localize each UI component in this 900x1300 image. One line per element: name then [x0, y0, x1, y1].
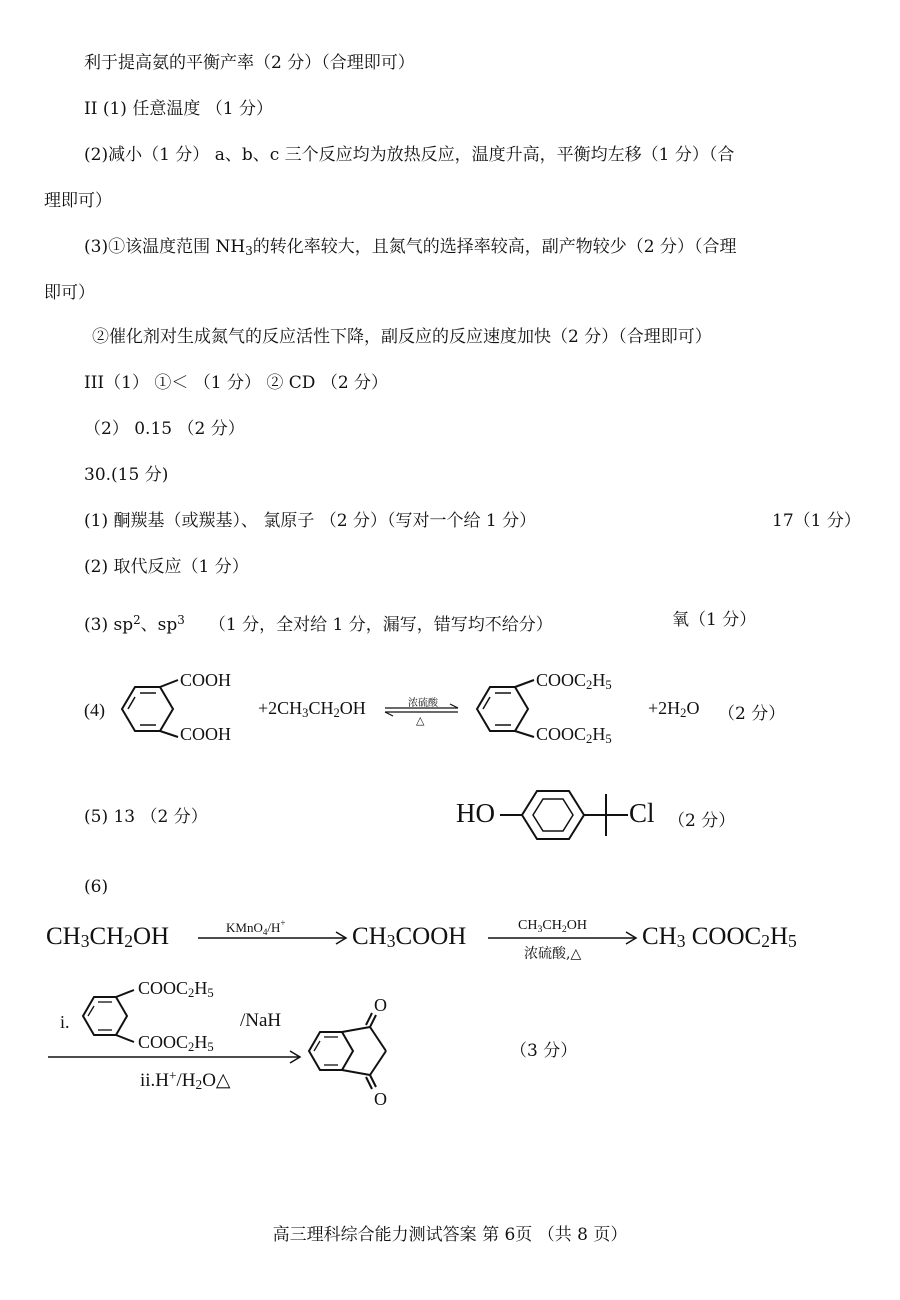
formula-text: CH	[642, 923, 677, 950]
subscript: 3	[537, 924, 543, 935]
subscript: 3	[302, 706, 309, 720]
superscript: +	[169, 1068, 177, 1083]
subscript: 2	[188, 1040, 195, 1054]
answer-text: （2） 0.15 （2 分）	[84, 419, 245, 439]
answer-text: II (1) 任意温度 （1 分）	[84, 99, 273, 119]
answer-text: 氧（1 分）	[672, 610, 757, 630]
subscript: 2	[188, 986, 195, 1000]
condition-text: OH	[566, 918, 587, 933]
ketone-oxygen-bottom: O	[374, 1089, 387, 1109]
answer-text: 17（1 分）	[772, 511, 861, 531]
formula-text: COOC	[685, 923, 762, 950]
answer-text: 利于提高氨的平衡产率（2 分）（合理即可）	[84, 53, 415, 73]
step-text: O△	[202, 1070, 231, 1091]
q5-label: (5) 13 （2 分）	[84, 807, 208, 827]
answer-text: 理即可）	[44, 191, 112, 211]
answer-text: (3) sp	[84, 615, 134, 635]
subscript: 2	[680, 706, 687, 720]
subscript: 5	[207, 986, 214, 1000]
condition-text: CH	[518, 918, 538, 933]
ester-text: H	[194, 1032, 208, 1052]
answer-text: 即可）	[44, 283, 95, 303]
page-footer: 高三理科综合能力测试答案 第 6页 （共 8 页）	[272, 1225, 628, 1245]
q6-label: (6)	[84, 877, 109, 897]
answer-text: (2)减小（1 分） a、b、c 三个反应均为放热反应，温度升高，平衡均左移（1 分）（合	[84, 145, 735, 165]
step-text: /H	[176, 1070, 196, 1091]
answer-text: (3)①该温度范围 NH	[84, 237, 246, 257]
q4-condition-bottom: △	[416, 714, 425, 727]
water-text: +2H	[648, 698, 681, 718]
answer-text: 的转化率较大，且氮气的选择率较高，副产物较少（2 分）（合理	[252, 237, 737, 257]
condition-text: CH	[542, 918, 562, 933]
answer-text: （1 分，全对给 1 分，漏写，错写均不给分）	[208, 615, 553, 635]
q4-condition-top: 浓硫酸	[408, 698, 438, 709]
cooh-bottom: COOH	[180, 724, 232, 744]
superscript: 2	[133, 613, 141, 627]
subscript: 5	[605, 678, 612, 692]
formula-text: CH	[89, 923, 125, 950]
arrow2-condition-bottom: 浓硫酸,△	[524, 946, 582, 962]
condition-text: /H	[267, 920, 281, 935]
subscript: 5	[207, 1040, 214, 1054]
q6-score: （3 分）	[510, 1041, 578, 1061]
reagent-text: OH	[339, 698, 366, 718]
subscript: 3	[676, 931, 686, 951]
q4-score: （2 分）	[718, 704, 786, 724]
subscript: 2	[333, 706, 340, 720]
reagent-text: +2CH	[258, 698, 303, 718]
water-text: O	[686, 698, 700, 718]
formula-text: H	[769, 923, 789, 950]
subscript: 4	[262, 927, 268, 937]
subscript: 2	[586, 678, 593, 692]
answer-text: III（1） ①＜ （1 分） ② CD （2 分）	[84, 373, 389, 393]
step-text: ii.H	[140, 1070, 170, 1091]
subscript: 2	[586, 732, 593, 746]
subscript: 3	[245, 244, 253, 258]
ester-text: H	[194, 978, 208, 998]
ester-text: H	[592, 670, 606, 690]
answer-text: (2) 取代反应（1 分）	[84, 557, 249, 577]
q4-label: (4)	[84, 700, 105, 720]
formula-text: OH	[132, 923, 170, 950]
formula-text: CH	[352, 923, 387, 950]
q5-score: （2 分）	[668, 811, 736, 831]
subscript: 3	[386, 931, 396, 951]
ester-text: COOC	[536, 724, 587, 744]
subscript: 2	[761, 931, 770, 951]
formula-text: CH	[46, 923, 81, 950]
ester-text: COOC	[138, 978, 189, 998]
ester-text: COOC	[536, 670, 587, 690]
formula-text: COOH	[395, 923, 467, 950]
subscript: 2	[195, 1077, 203, 1092]
subscript: 5	[788, 931, 797, 951]
superscript: +	[280, 918, 286, 928]
answer-text: 30.(15 分)	[84, 465, 169, 485]
subscript: 3	[80, 931, 90, 951]
hydroxyl-group: HO	[456, 798, 495, 828]
cooh-top: COOH	[180, 670, 232, 690]
ketone-oxygen-top: O	[374, 995, 387, 1015]
answer-text: (1) 酮羰基（或羰基）、 氯原子 （2 分）（写对一个给 1 分）	[84, 511, 537, 531]
answer-text: ②催化剂对生成氮气的反应活性下降，副反应的反应速度加快（2 分）（合理即可）	[92, 327, 712, 347]
ester-text: COOC	[138, 1032, 189, 1052]
ester-text: H	[592, 724, 606, 744]
subscript: 2	[561, 924, 567, 935]
condition-text: KMnO	[226, 920, 263, 935]
subscript: 5	[605, 732, 612, 746]
chlorine-atom: Cl	[629, 798, 655, 828]
superscript: 3	[177, 613, 185, 627]
answer-text: 、sp	[140, 615, 178, 635]
step-i-label: i.	[60, 1012, 70, 1032]
reagent-text: CH	[308, 698, 334, 718]
subscript: 2	[124, 931, 133, 951]
nah-reagent: /NaH	[240, 1010, 282, 1031]
